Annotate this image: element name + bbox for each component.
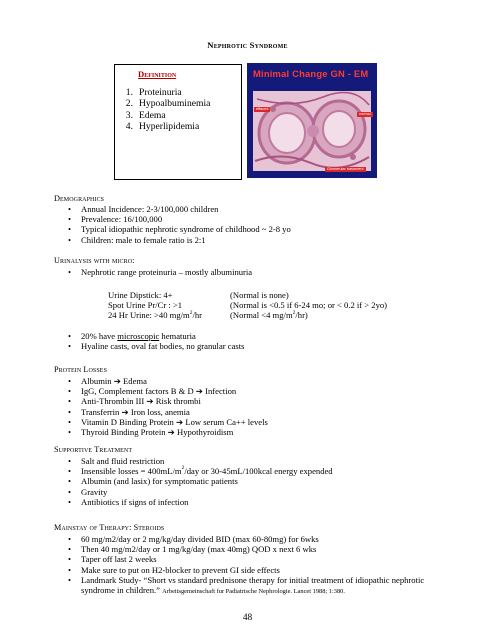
definition-item: 4. Hyperlipidemia	[125, 121, 200, 133]
list-item: • Hyaline casts, oval fat bodies, no granular casts	[68, 341, 244, 351]
list-item: • 20% have microscopic hematuria	[68, 331, 244, 341]
table-row	[108, 310, 387, 320]
electron-micrograph-figure	[247, 63, 377, 178]
definition-item-text: Edema	[139, 109, 166, 121]
landmark-text-2: syndrome in children.”	[81, 585, 160, 596]
definition-item-text: Hyperlipidemia	[139, 121, 200, 133]
urinalysis-list-bottom	[68, 331, 244, 351]
table-cell: 24 Hr Urine: >40 $mg/m^2/hr$	[108, 309, 203, 321]
figure-label-gbm: Glomerular basement	[327, 167, 364, 171]
figure-title: Minimal Change GN - EM	[253, 68, 369, 79]
list-item: • IgG, Complement factors B & D ➔ Infection	[68, 386, 268, 396]
definition-item-text: Hypoalbuminemia	[139, 98, 211, 110]
urinalysis-table	[108, 290, 387, 321]
figure-label-normal: normal	[359, 112, 371, 116]
definition-item: 2. Hypoalbuminemia	[125, 98, 211, 110]
list-item: • Anti-Thrombin III ➔ Risk thrombi	[68, 396, 268, 406]
definition-heading: Definition	[138, 69, 177, 79]
table-cell: Spot Urine Pr/Cr : >1	[108, 300, 183, 311]
list-item: • Transferrin ➔ Iron loss, anemia	[68, 407, 268, 417]
table-row	[108, 290, 387, 300]
demographics-heading: Demographics	[54, 194, 105, 203]
protein-losses-heading: Protein Losses	[54, 365, 108, 374]
table-cell: (Normal is none)	[230, 290, 289, 300]
list-item: • Annual Incidence: 2-3/100,000 children	[68, 204, 291, 214]
table-cell: (Normal <4 $mg/m^2/hr$)	[230, 309, 308, 321]
list-item: • Gravity	[68, 487, 333, 497]
list-item: • Typical idiopathic nephrotic syndrome of childhood ~ 2-8 yo	[68, 224, 291, 234]
list-item: • Nephrotic range proteinuria – mostly albuminuria	[68, 267, 252, 277]
page-title: Nephrotic Syndrome	[207, 40, 288, 50]
list-item: • Antibiotics if signs of infection	[68, 497, 333, 507]
page-number: 48	[242, 613, 253, 623]
definition-item: 3. Edema	[125, 109, 166, 121]
list-item: • Albumin (and lasix) for symptomatic patients	[68, 476, 333, 486]
steroids-list	[68, 534, 468, 597]
protein-losses-list	[68, 376, 268, 437]
table-row	[108, 300, 387, 310]
urinalysis-list-top	[68, 267, 252, 277]
landmark-reference: Arbeitsgemeinschaft fur Padiatrische Nephrologie. Lancet 1988; 1:380.	[162, 588, 345, 596]
list-item: • Thyroid Binding Protein ➔ Hypothyroidism	[68, 427, 268, 437]
list-item: • Vitamin D Binding Protein ➔ Low serum Ca++ levels	[68, 417, 268, 427]
list-item: • Children: male to female ratio is 2:1	[68, 235, 291, 245]
table-cell: Urine Dipstick: 4+	[108, 290, 173, 300]
landmark-text: Landmark Study- “Short vs standard prednisone therapy for initial treatment of idiopathic nephrotic	[81, 574, 425, 585]
table-cell: (Normal is <0.5 if 6-24 mo; or < 0.2 if > 2yo)	[230, 300, 388, 311]
steroids-heading: Mainstay of Therapy: Steroids	[54, 523, 165, 532]
list-item: • Then 40 mg/m2/day or 1 mg/kg/day (max 40mg) QOD x next 6 wks	[68, 544, 468, 554]
micrograph-image	[253, 91, 371, 171]
list-item-landmark	[68, 575, 468, 597]
figure-label-effaced: effaced	[256, 107, 269, 111]
list-item: • Salt and fluid restriction	[68, 456, 333, 466]
list-item: • Prevalence: 16/100,000	[68, 214, 291, 224]
list-item: • Make sure to put on H2-blocker to prevent GI side effects	[68, 565, 468, 575]
definition-item-text: Proteinuria	[139, 87, 182, 98]
list-item: • Taper off last 2 weeks	[68, 554, 468, 564]
micrograph-drawing	[253, 91, 371, 171]
list-item: • Albumin ➔ Edema	[68, 376, 268, 386]
supportive-list	[68, 456, 333, 507]
list-item: • Insensible losses = $400mL/m^2$/day or 30-45mL/100kcal energy expended	[68, 466, 333, 476]
definition-item: 1. Proteinuria	[125, 87, 182, 98]
urinalysis-heading: Urinalysis with micro:	[54, 256, 135, 265]
definition-list	[115, 87, 210, 133]
supportive-heading: Supportive Treatment	[54, 445, 133, 454]
list-item: • 60 mg/m2/day or 2 mg/kg/day divided BID (max 60-80mg) for 6wks	[68, 534, 468, 544]
demographics-list	[68, 204, 291, 245]
